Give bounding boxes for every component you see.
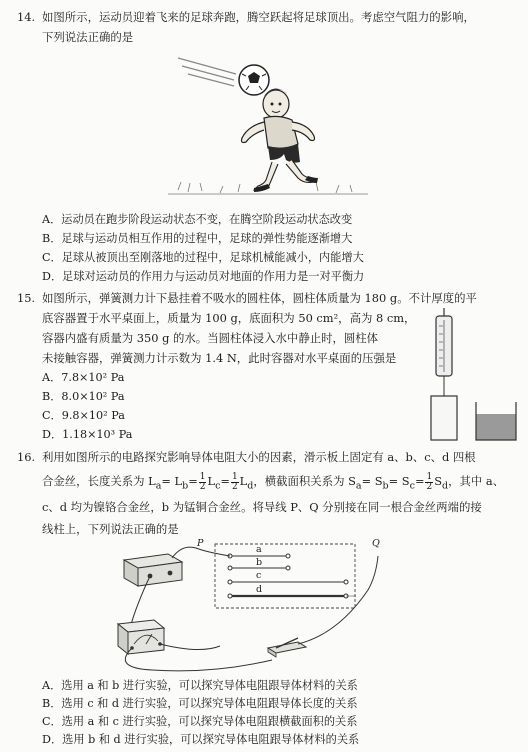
q16-stem-line2: 合金丝，长度关系为 $L_a= L_b=$ $\frac{1}{2}$ $L_c=$ $\frac{1}{2}$ $L_d$，横截面积关系为 $S_a= S_b= S_c=$ $\frac{1}{2}$ $S_d$，其中 a、 xyxy=(42,471,505,492)
area-label: ，横截面积关系为 S xyxy=(253,474,356,488)
q16-stem-line1: 利用如图所示的电路探究影响导体电阻大小的因素，滑示板上固定有 a、b、c、d 四根 xyxy=(42,450,476,464)
resistance-board xyxy=(215,544,355,608)
q15-number: 15. xyxy=(17,291,36,305)
q15-stem-line1: 如图所示，弹簧测力计下悬挂着不吸水的圆柱体，圆柱体质量为 180 g。不计厚度的平 xyxy=(42,291,477,305)
q16-option-d[interactable]: D．选用 b 和 d 进行实验，可以探究导体电阻跟导体材料的关系 xyxy=(42,733,360,746)
q15-stem-line4: 未接触容器，弹簧测力计示数为 1.4 N，此时容器对水平桌面的压强是 xyxy=(42,351,397,365)
q15-option-d[interactable]: D．1.18×10³ Pa xyxy=(42,428,133,441)
half-fraction-2: $\frac{1}{2}$ xyxy=(231,471,238,492)
cylinder-icon xyxy=(431,396,457,440)
q16-stem-line3: c、d 均为镍铬合金丝，b 为锰铜合金丝。将导线 P、Q 分别接在同一根合金丝两端的接 xyxy=(42,500,482,514)
wire-c-label: c xyxy=(256,570,262,581)
half-fraction-3: $\frac{1}{2}$ xyxy=(426,471,433,492)
q16-option-a[interactable]: A．选用 a 和 b 进行实验，可以探究导体电阻跟导体材料的关系 xyxy=(42,679,358,692)
q16-stem-line4: 线柱上，下列说法正确的是 xyxy=(42,522,179,536)
q15-stem-line3: 容器内盛有质量为 350 g 的水。当圆柱体浸入水中静止时，圆柱体 xyxy=(42,331,379,345)
q14-stem-line2: 下列说法正确的是 xyxy=(42,30,134,44)
circuit-diagram xyxy=(0,536,528,676)
lead-p-label: P xyxy=(197,538,204,549)
q16-number: 16. xyxy=(17,450,36,464)
q14-stem-line1: 如图所示，运动员迎着飞来的足球奔跑，腾空跃起将足球顶出。考虑空气阻力的影响， xyxy=(42,10,475,24)
wire-b-label: b xyxy=(256,557,263,568)
q16-option-b[interactable]: B．选用 c 和 d 进行实验，可以探究导体电阻跟导体长度的关系 xyxy=(42,697,358,710)
q16-option-c[interactable]: C．选用 a 和 c 进行实验，可以探究导体电阻跟横截面积的关系 xyxy=(42,715,358,728)
lead-q-label: Q xyxy=(372,538,380,549)
q14-option-b[interactable]: B．足球与运动员相互作用的过程中，足球的弹性势能逐渐增大 xyxy=(42,232,353,245)
q15-stem-line2: 底容器置于水平桌面上，质量为 100 g，底面积为 50 cm²，高为 8 cm， xyxy=(42,311,416,325)
q14-number: 14. xyxy=(17,10,36,24)
q15-option-b[interactable]: B．8.0×10² Pa xyxy=(42,390,125,403)
q14-option-c[interactable]: C．足球从被顶出至刚落地的过程中，足球机械能减小，内能增大 xyxy=(42,251,364,264)
water-icon xyxy=(476,414,516,440)
ammeter-icon xyxy=(128,628,164,654)
length-label: 合金丝，长度关系为 L xyxy=(42,474,156,488)
q14-option-a[interactable]: A．运动员在跑步阶段运动状态不变，在腾空阶段运动状态改变 xyxy=(42,213,353,226)
wire-d-label: d xyxy=(256,584,263,595)
q14-option-d[interactable]: D．足球对运动员的作用力与运动员对地面的作用力是一对平衡力 xyxy=(42,270,365,283)
spring-scale-container-figure xyxy=(412,306,522,444)
half-fraction-1: $\frac{1}{2}$ xyxy=(199,471,206,492)
q15-option-c[interactable]: C．9.8×10² Pa xyxy=(42,409,125,422)
q15-option-a[interactable]: A．7.8×10² Pa xyxy=(42,371,125,384)
wire-a-label: a xyxy=(256,544,262,555)
soccer-header-illustration xyxy=(168,52,368,202)
